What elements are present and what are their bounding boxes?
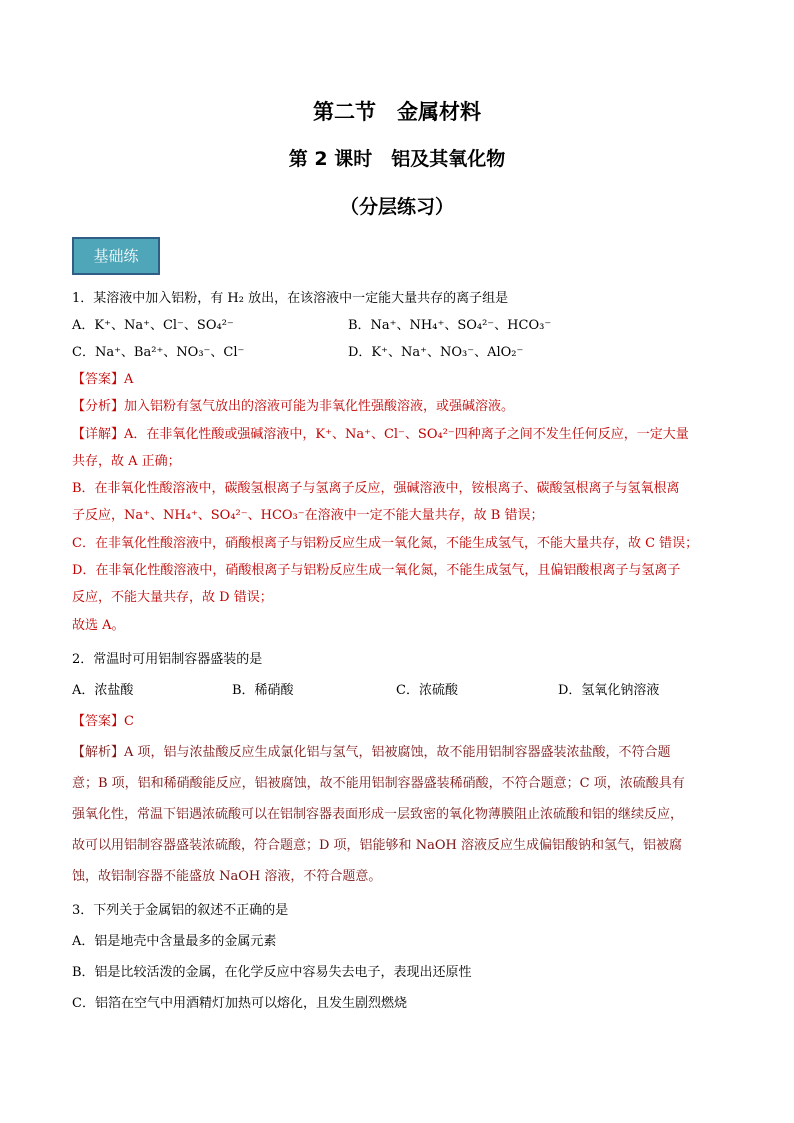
q1-option-a: A．K⁺、Na⁺、Cl⁻、SO₄²⁻ bbox=[72, 318, 234, 333]
q2-analysis-line: 【解析】A 项，铝与浓盐酸反应生成氯化铝与氢气，铝被腐蚀，故不能用铝制容器盛装浓盐酸，不符合题 bbox=[72, 745, 671, 760]
q2-option-a: A．浓盐酸 bbox=[72, 683, 134, 698]
q1-detail-line: 共存，故 A 正确； bbox=[72, 454, 181, 469]
q2-analysis-line: 强氧化性，常温下铝遇浓硫酸可以在铝制容器表面形成一层致密的氧化物薄膜阻止浓硫酸和铝的继续反应， bbox=[72, 807, 684, 822]
q3-stem: 3．下列关于金属铝的叙述不正确的是 bbox=[72, 903, 289, 918]
q3-option-c: C．铝箔在空气中用酒精灯加热可以熔化，且发生剧烈燃烧 bbox=[72, 996, 407, 1011]
q1-option-c: C．Na⁺、Ba²⁺、NO₃⁻、Cl⁻ bbox=[72, 345, 245, 360]
q1-option-b: B．Na⁺、NH₄⁺、SO₄²⁻、HCO₃⁻ bbox=[348, 318, 552, 333]
q1-detail-line: D．在非氧化性酸溶液中，硝酸根离子与铝粉反应生成一氧化氮，不能生成氢气，且偏铝酸根离子与氢离子 bbox=[72, 563, 681, 578]
section-badge: 基础练 bbox=[72, 237, 160, 275]
q2-option-c: C．浓硫酸 bbox=[396, 683, 458, 698]
q1-detail-line: 反应，不能大量共存，故 D 错误； bbox=[72, 590, 273, 605]
page-title: 第二节 金属材料 bbox=[313, 100, 481, 124]
q2-analysis-line: 意；B 项，铝和稀硝酸能反应，铝被腐蚀，故不能用铝制容器盛装稀硝酸，不符合题意；C 项，浓硫酸具有 bbox=[72, 776, 685, 791]
lesson-subtitle: 第 2 课时 铝及其氧化物 bbox=[288, 148, 506, 170]
q1-option-d: D．K⁺、Na⁺、NO₃⁻、AlO₂⁻ bbox=[348, 345, 524, 360]
q1-detail-line: 【详解】A．在非氧化性酸或强碱溶液中，K⁺、Na⁺、Cl⁻、SO₄²⁻四种离子之间不发生任何反应，一定大量 bbox=[72, 427, 689, 442]
q3-option-b: B．铝是比较活泼的金属，在化学反应中容易失去电子，表现出还原性 bbox=[72, 965, 472, 980]
q2-analysis-line: 故可以用铝制容器盛装浓硫酸，符合题意；D 项，铝能够和 NaOH 溶液反应生成偏铝酸钠和氢气，铝被腐 bbox=[72, 838, 682, 853]
q2-answer: 【答案】C bbox=[72, 714, 134, 729]
q2-stem: 2．常温时可用铝制容器盛装的是 bbox=[72, 652, 263, 667]
q1-detail-line: 子反应，Na⁺、NH₄⁺、SO₄²⁻、HCO₃⁻在溶液中一定不能大量共存，故 B 错误； bbox=[72, 508, 544, 523]
q3-option-a: A．铝是地壳中含量最多的金属元素 bbox=[72, 934, 277, 949]
q1-answer: 【答案】A bbox=[72, 372, 134, 387]
q1-detail-line: B．在非氧化性酸溶液中，碳酸氢根离子与氢离子反应，强碱溶液中，铵根离子、碳酸氢根离子与氢氧根离 bbox=[72, 481, 680, 496]
q2-analysis-line: 蚀，故铝制容器不能盛放 NaOH 溶液，不符合题意。 bbox=[72, 869, 382, 884]
exercise-type-subtitle: （分层练习） bbox=[339, 196, 454, 218]
q1-detail-line: C．在非氧化性酸溶液中，硝酸根离子与铝粉反应生成一氧化氮，不能生成氢气，不能大量共存，故 C 错误； bbox=[72, 536, 699, 551]
q1-analysis: 【分析】加入铝粉有氢气放出的溶液可能为非氧化性强酸溶液，或强碱溶液。 bbox=[72, 399, 515, 414]
q1-detail-line: 故选 A。 bbox=[72, 618, 125, 633]
q1-stem: 1．某溶液中加入铝粉，有 H₂ 放出，在该溶液中一定能大量共存的离子组是 bbox=[72, 291, 509, 306]
q2-option-b: B．稀硝酸 bbox=[232, 683, 294, 698]
q2-option-d: D．氢氧化钠溶液 bbox=[558, 683, 660, 698]
